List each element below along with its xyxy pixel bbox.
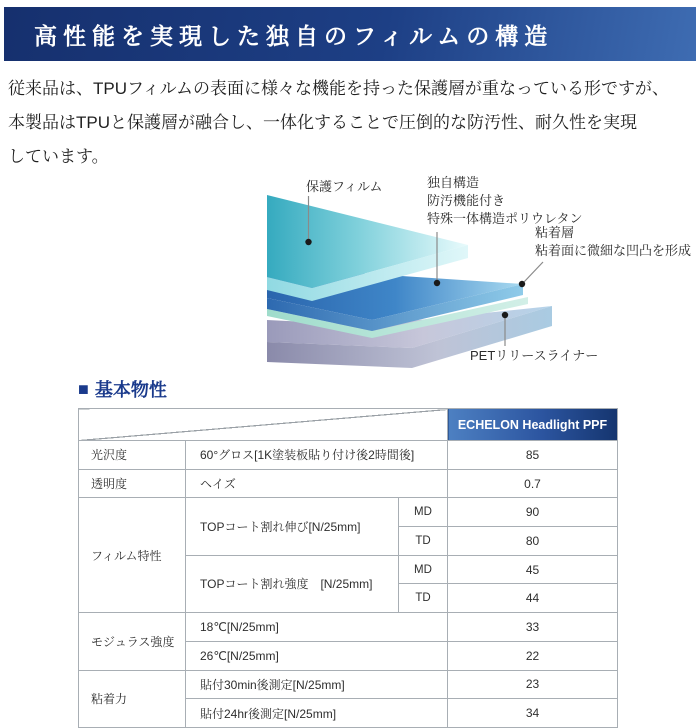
corner-diagonal-cell [79,409,448,441]
dot-protective-film [305,239,311,245]
page-title: 高性能を実現した独自のフィルムの構造 [34,23,554,49]
value-cell: 80 [448,527,618,556]
basic-properties-table [78,408,618,728]
product-column-header: ECHELON Headlight PPF [448,409,618,441]
section-title [78,376,167,402]
table-row [79,441,618,470]
table-row [79,613,618,642]
direction-cell: TD [399,584,448,613]
direction-cell: TD [399,527,448,556]
direction-cell: MD [399,498,448,527]
section-bullet-icon: ■ [78,378,89,399]
label-unique-structure-line: 特殊一体構造ポリウレタン [427,211,583,226]
value-cell: 0.7 [448,469,618,498]
table-row [79,498,618,527]
category-cell: フィルム特性 [79,498,186,613]
category-cell: モジュラス強度 [79,613,186,670]
table-row [79,670,618,699]
section-title-text: 基本物性 [94,380,167,400]
category-cell: 光沢度 [79,441,186,470]
category-cell: 透明度 [79,469,186,498]
label-adhesive-line: 粘着層 [535,225,575,240]
label-unique-structure [427,174,582,228]
intro-line: 従来品は、TPUフィルムの表面に様々な機能を持った保護層が重なっている形ですが、 [8,79,669,98]
test-cell: 60°グロス[1K塗装板貼り付け後2時間後] [186,441,448,470]
test-cell: TOPコート割れ伸び[N/25mm] [186,498,399,555]
intro-line: しています。 [8,147,109,166]
label-protective-film: 保護フィルム [306,179,383,194]
label-unique-structure-line: 防汚機能付き [427,193,506,208]
dot-adhesive [519,281,525,287]
label-adhesive [535,224,691,260]
table-row [79,469,618,498]
value-cell: 85 [448,441,618,470]
test-cell: 26℃[N/25mm] [186,641,448,670]
header-banner [4,7,696,61]
value-cell: 44 [448,584,618,613]
value-cell: 34 [448,699,618,728]
value-cell: 22 [448,641,618,670]
table-header-row [79,409,618,441]
value-cell: 33 [448,613,618,642]
label-pet-liner: PETリリースライナー [470,348,599,363]
direction-cell: MD [399,555,448,584]
test-cell: 18℃[N/25mm] [186,613,448,642]
dot-pet-liner [502,312,508,318]
test-cell: ヘイズ [186,469,448,498]
value-cell: 90 [448,498,618,527]
label-unique-structure-line: 独自構造 [427,175,480,190]
value-cell: 23 [448,670,618,699]
label-adhesive-line: 粘着面に微細な凹凸を形成 [535,243,692,258]
test-cell: 貼付24hr後測定[N/25mm] [186,699,448,728]
value-cell: 45 [448,555,618,584]
dot-unique-structure [434,280,440,286]
intro-line: 本製品はTPUと保護層が融合し、一体化することで圧倒的な防汚性、耐久性を実現 [8,113,637,132]
test-cell: TOPコート割れ強度 [N/25mm] [186,555,399,612]
film-structure-diagram [0,170,700,382]
category-cell: 粘着力 [79,670,186,727]
intro-paragraph [8,72,696,174]
test-cell: 貼付30min後測定[N/25mm] [186,670,448,699]
leader-line-adhesive [524,262,543,282]
